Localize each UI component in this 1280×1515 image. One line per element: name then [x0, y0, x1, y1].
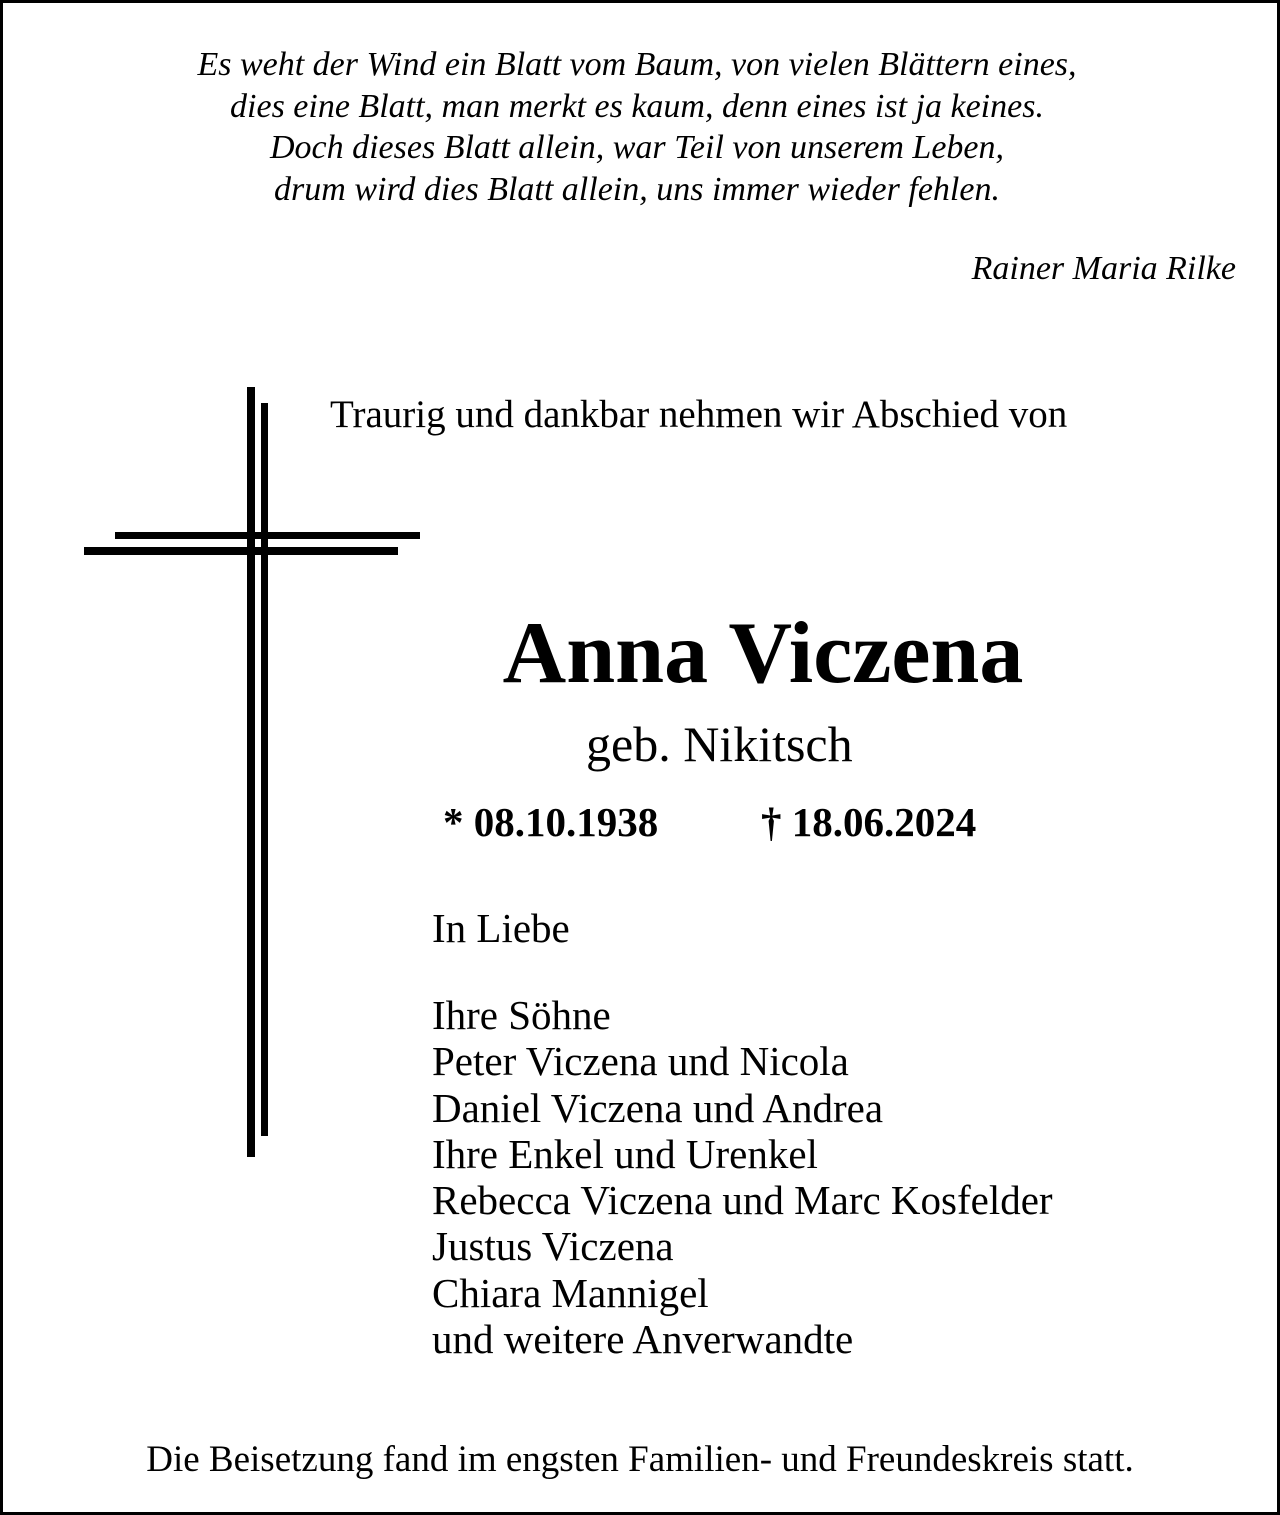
death-date: † 18.06.2024: [761, 799, 977, 845]
list-item: und weitere Anverwandte: [432, 1316, 854, 1363]
list-item: Ihre Söhne: [432, 992, 611, 1038]
footer-text: Die Beisetzung fand im engsten Familien- und Freundeskreis statt.: [146, 1439, 1134, 1480]
list-item: Ihre Enkel und Urenkel: [432, 1130, 818, 1177]
poem-line: Es weht der Wind ein Blatt vom Baum, von vielen Blättern eines,: [197, 46, 1077, 83]
deceased-name: Anna Viczena: [502, 605, 1024, 702]
list-item: Peter Viczena und Nicola: [432, 1038, 849, 1085]
maiden-name: geb. Nikitsch: [586, 716, 853, 772]
poem-line: Doch dieses Blatt allein, war Teil von unserem Leben,: [269, 129, 1005, 166]
family-list: [432, 992, 1053, 1362]
in-love-text: In Liebe: [432, 905, 570, 951]
list-item: Chiara Mannigel: [432, 1269, 709, 1316]
list-item: Rebecca Viczena und Marc Kosfelder: [432, 1177, 1053, 1224]
birth-date: * 08.10.1938: [443, 799, 659, 845]
poem-line: drum wird dies Blatt allein, uns immer wieder fehlen.: [274, 170, 1000, 208]
poem-author: Rainer Maria Rilke: [971, 250, 1236, 287]
list-item: Justus Viczena: [432, 1223, 674, 1270]
poem-line: dies eine Blatt, man merkt es kaum, denn eines ist ja keines.: [230, 87, 1044, 125]
list-item: Daniel Viczena und Andrea: [432, 1084, 884, 1131]
intro-text: Traurig und dankbar nehmen wir Abschied von: [330, 393, 1068, 436]
